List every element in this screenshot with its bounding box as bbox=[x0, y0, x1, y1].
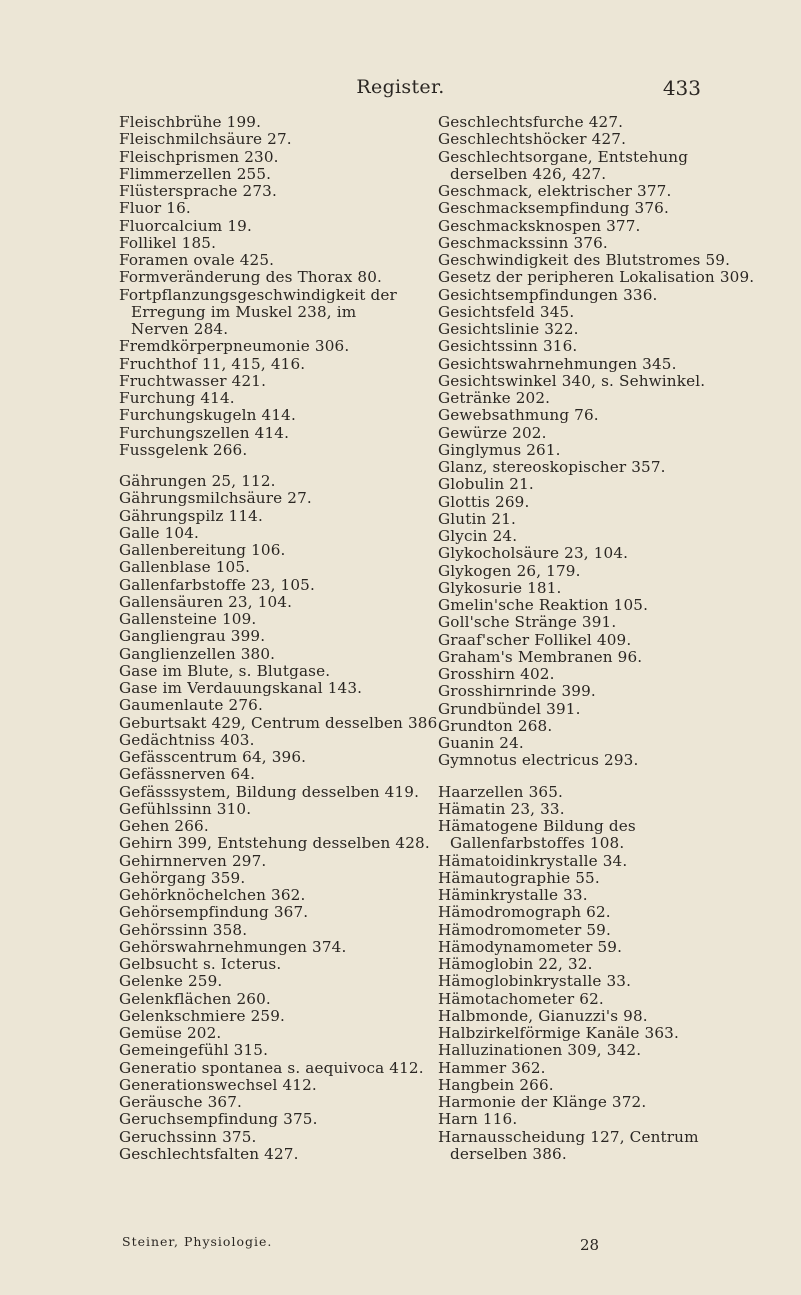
index-entry: Gallenfarbstoffe 23, 105. bbox=[119, 575, 315, 594]
index-entry: Glycin 24. bbox=[438, 527, 518, 545]
index-entry: Harn 116. bbox=[438, 1110, 518, 1129]
page-number: 433 bbox=[662, 76, 701, 100]
index-entry: Flüstersprache 273. bbox=[119, 182, 277, 200]
index-entry: Geschlechtsorgane, Entstehung derselben 426, 427. bbox=[438, 147, 689, 183]
section-gap bbox=[438, 770, 728, 784]
index-entry: Fruchthof 11, 415, 416. bbox=[119, 354, 306, 373]
index-entry: Generatio spontanea s. aequivoca 412. bbox=[119, 1058, 424, 1077]
index-entry: Gallensäuren 23, 104. bbox=[119, 592, 293, 611]
index-entry: Hämotachometer 62. bbox=[438, 989, 604, 1008]
index-column-right bbox=[438, 113, 755, 1163]
index-entry: Gehirn 399, Entstehung desselben 428. bbox=[119, 834, 430, 853]
index-entry: Galle 104. bbox=[119, 523, 200, 542]
index-entry: Hämatin 23, 33. bbox=[438, 799, 565, 818]
index-entry: Gase im Blute, s. Blutgase. bbox=[119, 661, 331, 680]
index-entry: Gehen 266. bbox=[119, 817, 209, 835]
index-entry: Hämodromometer 59. bbox=[438, 920, 611, 939]
index-entry: Ganglienzellen 380. bbox=[119, 644, 276, 663]
index-entry: Fluorcalcium 19. bbox=[119, 216, 252, 235]
index-entry: Glanz, stereoskopischer 357. bbox=[438, 458, 666, 476]
index-entry: Goll'sche Stränge 391. bbox=[438, 613, 617, 632]
index-entry: Generationswechsel 412. bbox=[119, 1075, 317, 1094]
index-entry: Gesichtsfeld 345. bbox=[438, 302, 575, 321]
index-column-left bbox=[119, 113, 443, 1163]
index-entry: Hämodromograph 62. bbox=[438, 903, 611, 922]
section-gap bbox=[119, 459, 404, 473]
index-entry: Gährungsmilchsäure 27. bbox=[119, 489, 312, 508]
index-entry: Gmelin'sche Reaktion 105. bbox=[438, 596, 649, 614]
index-entry: Gefässnerven 64. bbox=[119, 765, 256, 784]
index-entry: Gewebsathmung 76. bbox=[438, 406, 599, 425]
index-entry: Hämautographie 55. bbox=[438, 868, 600, 887]
index-entry: Hämodynamometer 59. bbox=[438, 937, 623, 956]
index-entry: Glykosurie 181. bbox=[438, 578, 562, 597]
index-entry: Gallenbereitung 106. bbox=[119, 541, 286, 559]
index-entry: Gährungspilz 114. bbox=[119, 506, 263, 525]
index-entry: Fortpflanzungsgeschwindigkeit der Erregung im Muskel 238, im Nerven 284. bbox=[119, 285, 397, 338]
index-entry: Gesichtssinn 316. bbox=[438, 337, 578, 356]
index-entry: Halbzirkelförmige Kanäle 363. bbox=[438, 1024, 679, 1042]
index-entry: Glottis 269. bbox=[438, 492, 530, 511]
index-entry: Gallensteine 109. bbox=[119, 610, 257, 628]
index-entry: Gesichtsempfindungen 336. bbox=[438, 285, 658, 304]
index-entry: Flimmerzellen 255. bbox=[119, 164, 272, 183]
index-entry: Graaf'scher Follikel 409. bbox=[438, 630, 632, 649]
index-entry: Halbmonde, Gianuzzi's 98. bbox=[438, 1006, 648, 1025]
index-entry: Gefässcentrum 64, 396. bbox=[119, 748, 307, 766]
index-entry: Grundbündel 391. bbox=[438, 699, 581, 718]
index-entry: Gallenblase 105. bbox=[119, 558, 251, 577]
index-entry: Gewürze 202. bbox=[438, 423, 547, 442]
index-entry: Gelenkschmiere 259. bbox=[119, 1006, 286, 1025]
index-entry: Furchungszellen 414. bbox=[119, 423, 290, 442]
index-entry: Harnausscheidung 127, Centrum derselben 386. bbox=[438, 1127, 699, 1163]
index-entry: Geschmacksempfindung 376. bbox=[438, 199, 669, 218]
index-entry: Gesichtslinie 322. bbox=[438, 320, 579, 338]
index-entry: Geschmacksknospen 377. bbox=[438, 216, 641, 235]
index-entry: Geburtsakt 429, Centrum desselben 386. bbox=[119, 713, 443, 732]
index-entry: Fremdkörperpneumonie 306. bbox=[119, 337, 350, 356]
index-entry: Gehörswahrnehmungen 374. bbox=[119, 937, 347, 956]
index-entry: Hammer 362. bbox=[438, 1058, 546, 1077]
index-entry: Hangbein 266. bbox=[438, 1075, 554, 1094]
index-entry: Glutin 21. bbox=[438, 509, 516, 528]
index-entry: Geruchssinn 375. bbox=[119, 1127, 257, 1146]
index-entry: Gehörsempfindung 367. bbox=[119, 903, 309, 922]
running-head-title: Register. bbox=[356, 76, 445, 98]
index-entry: Haarzellen 365. bbox=[438, 782, 563, 801]
index-entry: Halluzinationen 309, 342. bbox=[438, 1041, 642, 1060]
index-entry: Geschmack, elektrischer 377. bbox=[438, 182, 672, 200]
index-entry: Ginglymus 261. bbox=[438, 440, 561, 459]
index-entry: Graham's Membranen 96. bbox=[438, 647, 643, 666]
index-entry: Furchung 414. bbox=[119, 389, 235, 407]
index-entry: Geschwindigkeit des Blutstromes 59. bbox=[438, 251, 731, 269]
page-header bbox=[0, 76, 801, 106]
index-entry: Grundton 268. bbox=[438, 716, 553, 735]
index-entry: Getränke 202. bbox=[438, 389, 551, 407]
index-entry: Glykocholsäure 23, 104. bbox=[438, 544, 629, 563]
index-entry: Gehörssinn 358. bbox=[119, 920, 248, 939]
index-entry: Gemeingefühl 315. bbox=[119, 1041, 269, 1060]
signature-number: 28 bbox=[580, 1236, 600, 1254]
index-entry: Gehörknöchelchen 362. bbox=[119, 886, 306, 904]
index-entry: Gymnotus electricus 293. bbox=[438, 751, 639, 770]
index-entry: Gehirnnerven 297. bbox=[119, 851, 267, 870]
index-entry: Harmonie der Klänge 372. bbox=[438, 1093, 647, 1111]
index-entry: Geschlechtshöcker 427. bbox=[438, 130, 627, 149]
index-entry: Gehörgang 359. bbox=[119, 868, 246, 887]
signature-mark: Steiner, Physiologie. bbox=[122, 1234, 273, 1249]
index-entry: Hämatoidinkrystalle 34. bbox=[438, 851, 628, 870]
index-entry: Guanin 24. bbox=[438, 734, 524, 752]
index-entry: Fruchtwasser 421. bbox=[119, 371, 267, 390]
index-entry: Gangliengrau 399. bbox=[119, 627, 266, 646]
index-entry: Geräusche 367. bbox=[119, 1093, 243, 1111]
index-entry: Formveränderung des Thorax 80. bbox=[119, 268, 383, 287]
index-entry: Gesichtswahrnehmungen 345. bbox=[438, 354, 677, 373]
index-entry: Geschmackssinn 376. bbox=[438, 233, 608, 252]
index-entry: Fussgelenk 266. bbox=[119, 440, 248, 459]
index-entry: Grosshirn 402. bbox=[438, 665, 555, 683]
index-entry: Gedächtniss 403. bbox=[119, 730, 255, 749]
index-entry: Häminkrystalle 33. bbox=[438, 886, 588, 904]
index-entry: Geruchsempfindung 375. bbox=[119, 1110, 318, 1129]
index-entry: Gaumenlaute 276. bbox=[119, 696, 263, 715]
index-entry: Hämatogene Bildung des Gallenfarbstoffes 108. bbox=[438, 817, 636, 853]
index-entry: Gemüse 202. bbox=[119, 1024, 222, 1042]
index-entry: Gelenkflächen 260. bbox=[119, 989, 271, 1008]
index-entry: Hämoglobinkrystalle 33. bbox=[438, 972, 632, 991]
index-entry: Geschlechtsfalten 427. bbox=[119, 1144, 299, 1163]
index-entry: Gesichtswinkel 340, s. Sehwinkel. bbox=[438, 371, 706, 390]
index-entry: Gährungen 25, 112. bbox=[119, 472, 276, 490]
index-entry: Glykogen 26, 179. bbox=[438, 561, 581, 580]
index-entry: Fluor 16. bbox=[119, 199, 191, 218]
index-entry: Gefühlssinn 310. bbox=[119, 799, 252, 818]
index-entry: Gase im Verdauungskanal 143. bbox=[119, 679, 363, 697]
index-entry: Fleischmilchsäure 27. bbox=[119, 130, 292, 149]
index-entry: Gefässsystem, Bildung desselben 419. bbox=[119, 782, 420, 801]
index-entry: Globulin 21. bbox=[438, 475, 534, 494]
index-entry: Foramen ovale 425. bbox=[119, 251, 275, 269]
index-entry: Geschlechtsfurche 427. bbox=[438, 113, 624, 131]
index-entry: Grosshirnrinde 399. bbox=[438, 682, 596, 701]
index-entry: Fleischprismen 230. bbox=[119, 147, 279, 166]
index-entry: Follikel 185. bbox=[119, 233, 217, 252]
index-entry: Gelenke 259. bbox=[119, 972, 223, 991]
index-entry: Hämoglobin 22, 32. bbox=[438, 955, 593, 973]
index-entry: Furchungskugeln 414. bbox=[119, 406, 296, 425]
index-entry: Fleischbrühe 199. bbox=[119, 113, 262, 131]
index-entry: Gelbsucht s. Icterus. bbox=[119, 955, 282, 973]
index-entry: Gesetz der peripheren Lokalisation 309. bbox=[438, 268, 755, 287]
